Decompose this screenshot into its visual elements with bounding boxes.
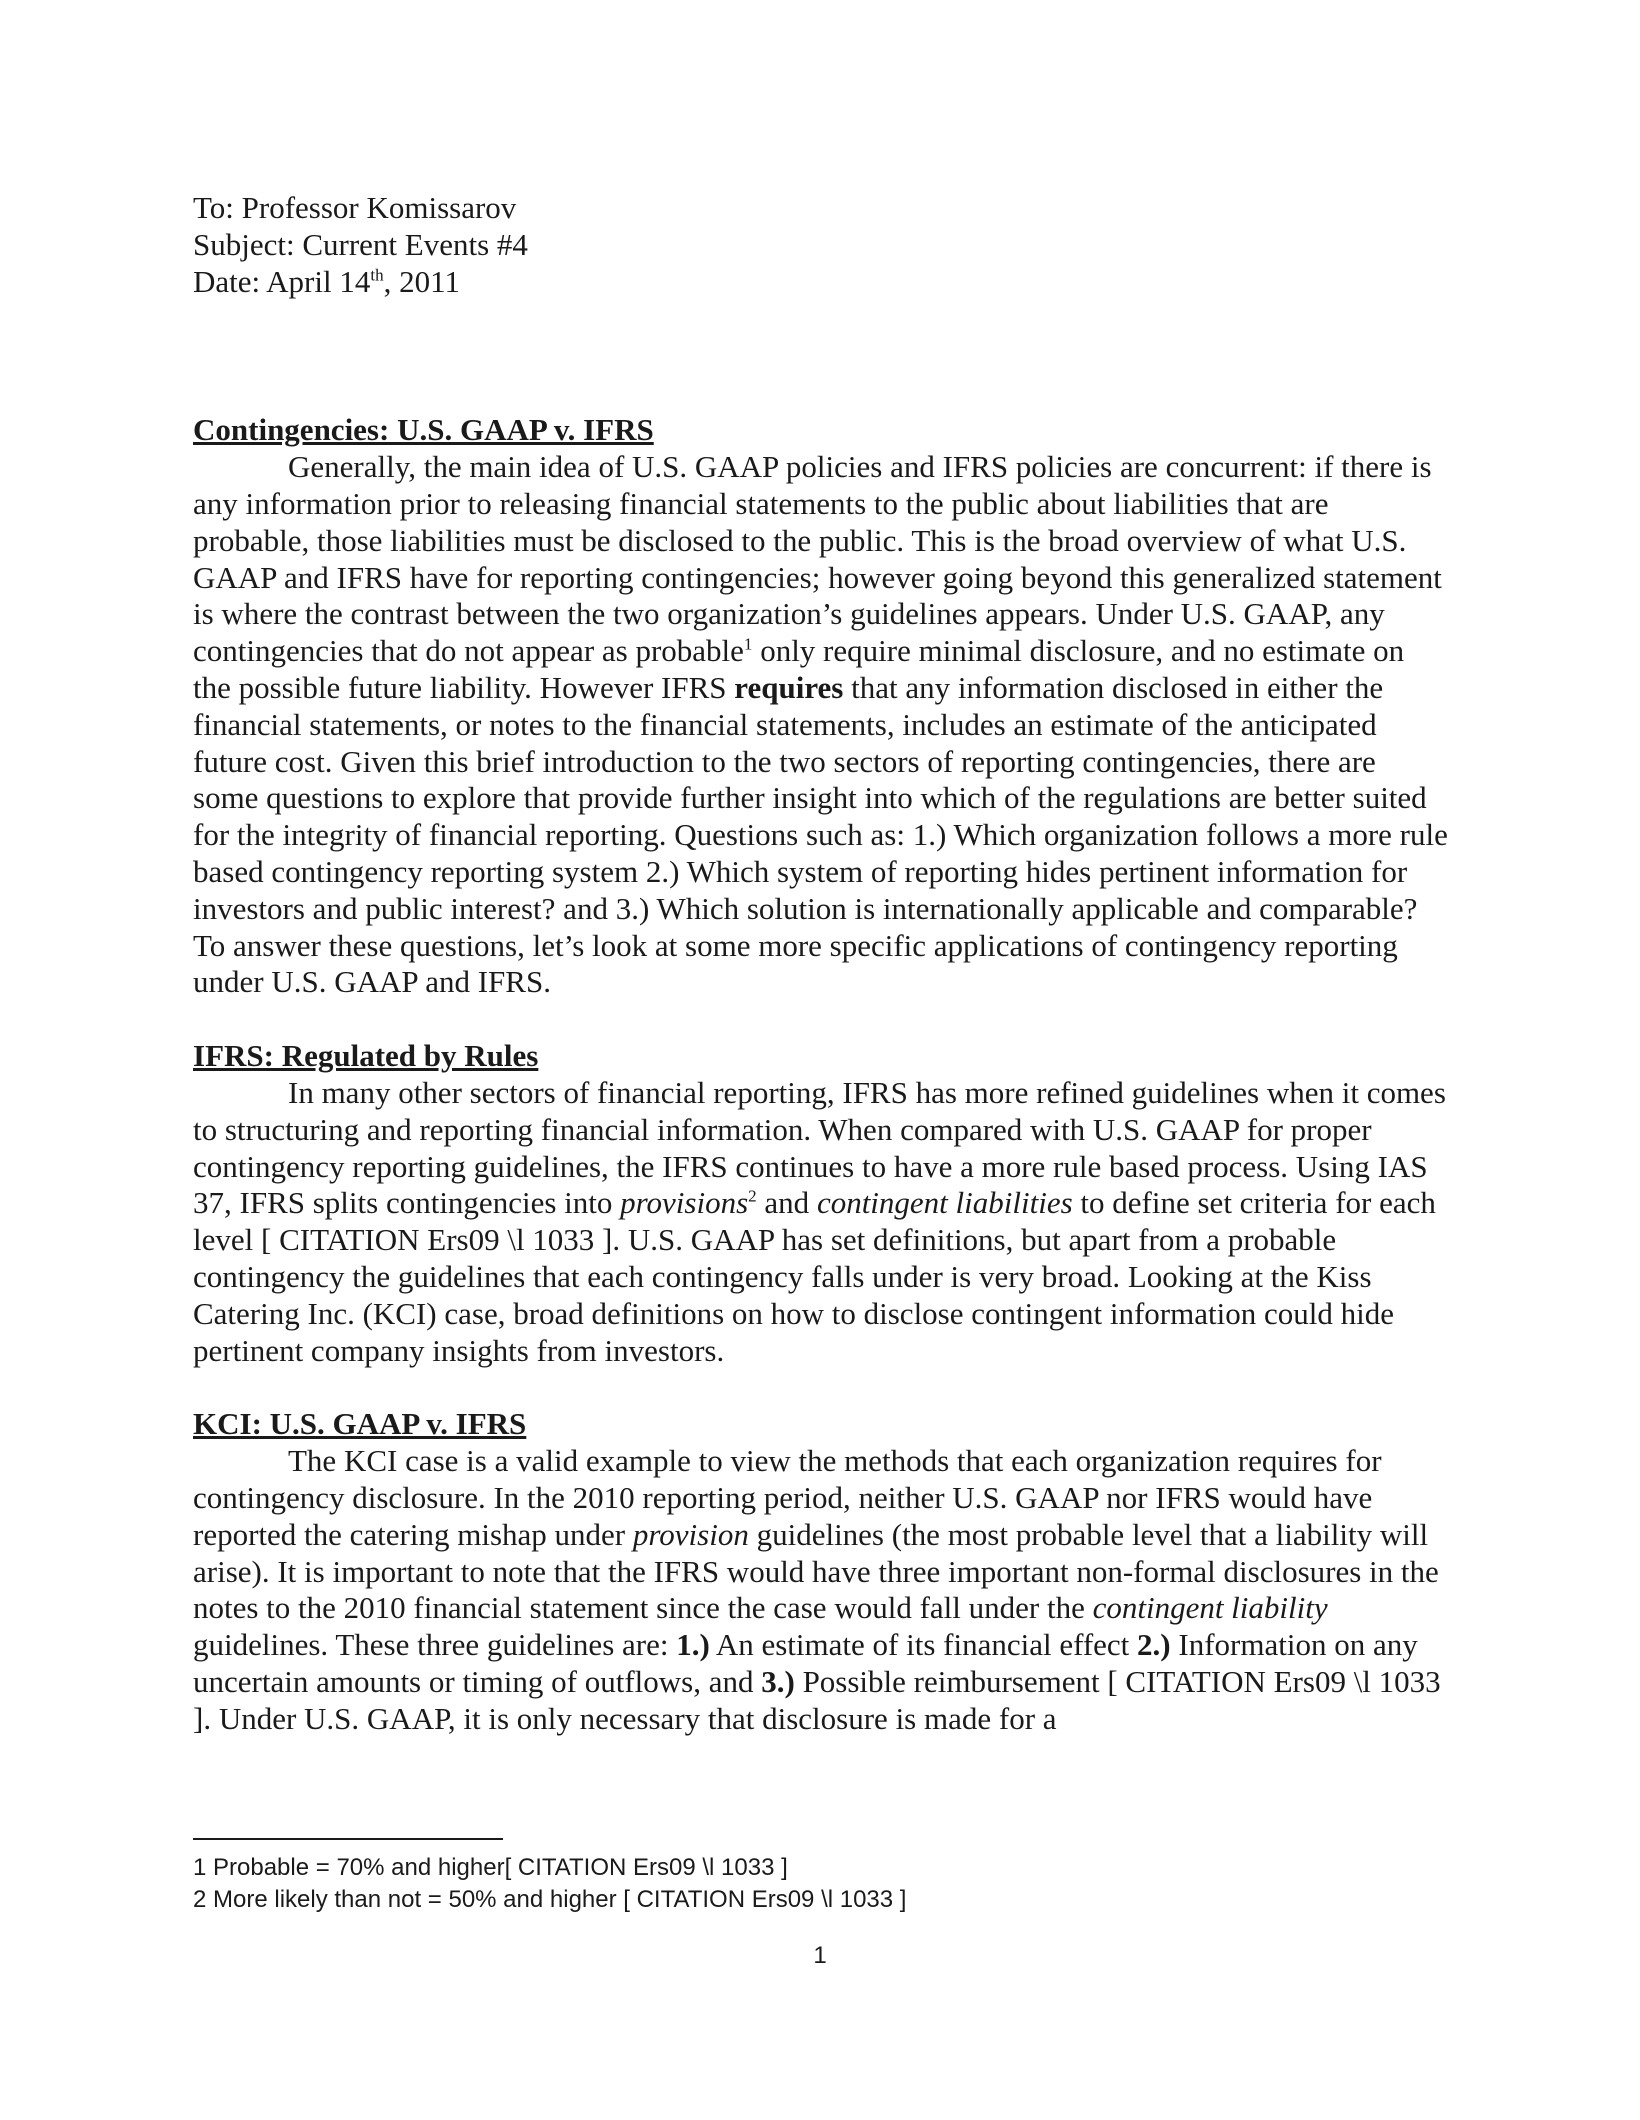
footnotes: [193, 1852, 1443, 1916]
paragraph-text: guidelines. These three guidelines are:: [193, 1627, 677, 1663]
memo-date-suffix: , 2011: [383, 263, 460, 299]
paragraph-text: An estimate of its financial effect: [709, 1627, 1138, 1663]
page-number: 1: [813, 1942, 827, 1969]
document-body: [193, 190, 1448, 1737]
paragraph-text: guidelines (the most probable level that a liability will arise). It is important to note that the IFRS would have three important non-formal disclosures in the notes to the 2010 financial statement since the case would fall under the: [193, 1516, 1439, 1626]
paragraph-text: and: [756, 1185, 817, 1221]
footnote-separator: [193, 1838, 503, 1840]
paragraph-text: only require minimal disclosure, and no estimate on the possible future liability. However IFRS: [193, 633, 1405, 705]
paragraph-text: Generally, the main idea of U.S. GAAP policies and IFRS policies are concurrent: if there is any information prior to releasing financial statements to the public about liabilities that are probable, those liabilities must be disclosed to the public. This is the broad overview of what U.S. GAAP and IFRS have for reporting contingencies; however going beyond this generalized statement is where the contrast between the two organization’s guidelines appears. Under U.S. GAAP, any contingencies that do not appear as probable: [193, 449, 1442, 669]
paragraph-contingencies: [193, 449, 1448, 1001]
paragraph-text: that any information disclosed in either the financial statements, or notes to the financial statements, includes an estimate of the anticipated future cost. Given this brief introduction to the two sectors of reporting contingencies, there are some questions to explore that provide further insight into which of the regulations are better suited for the integrity of financial reporting. Questions such as: 1.) Which organization follows a more rule based contingency reporting system 2.) Which system of reporting hides pertinent information for investors and public interest? and 3.) Which solution is internationally applicable and comparable? To answer these questions, let’s look at some more specific applications of contingency reporting under U.S. GAAP and IFRS.: [193, 669, 1448, 1000]
list-marker-1: 1.): [676, 1627, 710, 1663]
section-heading-contingencies: Contingencies: U.S. GAAP v. IFRS: [193, 412, 654, 448]
paragraph-ifrs-rules: [193, 1075, 1448, 1369]
section-heading-kci: KCI: U.S. GAAP v. IFRS: [193, 1406, 527, 1442]
header-spacer: [193, 300, 1448, 412]
footnote-ref-2: 2: [748, 1187, 757, 1206]
section-spacer: [193, 1001, 1448, 1038]
list-marker-3: 3.): [761, 1663, 795, 1699]
term-contingent-liability: contingent liability: [1092, 1590, 1328, 1626]
memo-date-superscript: th: [370, 265, 384, 285]
paragraph-kci: [193, 1443, 1448, 1737]
memo-subject: Subject: Current Events #4: [193, 226, 528, 262]
memo-date: [193, 264, 1448, 301]
footnote-2: 2 More likely than not = 50% and higher [ CITATION Ers09 \l 1033 ]: [193, 1886, 907, 1913]
section-heading-ifrs-rules: IFRS: Regulated by Rules: [193, 1038, 539, 1074]
paragraph-text: Possible reimbursement [ CITATION Ers09 \l 1033 ]. Under U.S. GAAP, it is only necessary that disclosure is made for a: [193, 1663, 1441, 1736]
memo-to: To: Professor Komissarov: [193, 190, 517, 225]
paragraph-text: In many other sectors of financial reporting, IFRS has more refined guidelines when it comes to structuring and reporting financial information. When compared with U.S. GAAP for proper contingency reporting guidelines, the IFRS continues to have a more rule based process. Using IAS 37, IFRS splits contingencies into: [193, 1074, 1446, 1221]
term-contingent-liabilities: contingent liabilities: [816, 1185, 1073, 1221]
term-provision: provision: [632, 1516, 749, 1552]
emphasis-requires: requires: [734, 669, 844, 705]
paragraph-text: The KCI case is a valid example to view the methods that each organization requires for contingency disclosure. In the 2010 reporting period, neither U.S. GAAP nor IFRS would have reported the catering mishap under: [193, 1443, 1382, 1552]
footnote-1: 1 Probable = 70% and higher[ CITATION Ers09 \l 1033 ]: [193, 1854, 788, 1881]
term-provisions: provisions: [620, 1185, 749, 1221]
section-spacer: [193, 1369, 1448, 1406]
memo-date-prefix: Date: April 14: [193, 263, 371, 299]
list-marker-2: 2.): [1137, 1627, 1171, 1663]
paragraph-text: to define set criteria for each level [ CITATION Ers09 \l 1033 ]. U.S. GAAP has set definitions, but apart from a probable contingency the guidelines that each contingency falls under is very broad. Looking at the Kiss Catering Inc. (KCI) case, broad definitions on how to disclose contingent information could hide pertinent company insights from investors.: [193, 1185, 1436, 1368]
footnote-ref-1: 1: [743, 634, 753, 654]
paragraph-text: Information on any uncertain amounts or timing of outflows, and: [193, 1627, 1418, 1699]
